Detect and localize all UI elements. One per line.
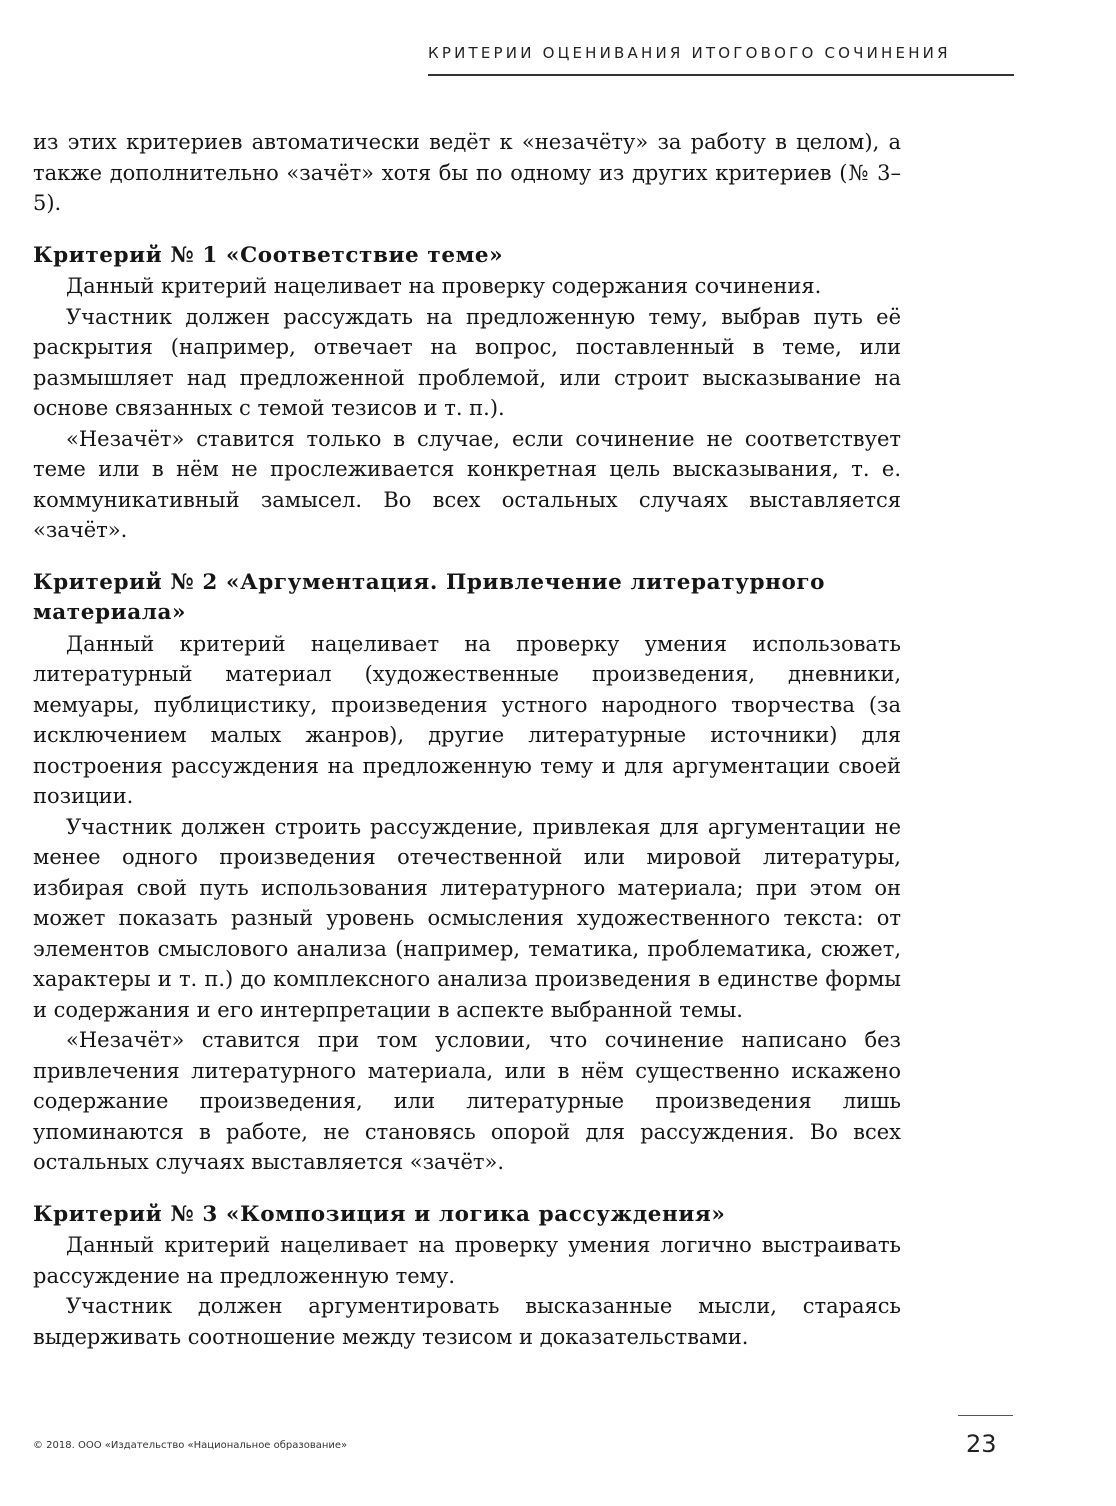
- copyright-notice: © 2018. ООО «Издательство «Национальное образование»: [33, 1440, 348, 1451]
- running-header: КРИТЕРИИ ОЦЕНИВАНИЯ ИТОГОВОГО СОЧИНЕНИЯ: [428, 44, 951, 62]
- criterion-3-paragraph: Данный критерий нацеливает на проверку умения логично выстраивать рассуждение на предложенную тему.: [33, 1233, 901, 1288]
- criterion-2-paragraph: Данный критерий нацеливает на проверку умения использовать литературный материал (художественные произведения, дневники, мемуары, публицистику, произведения устного народного творчества (за исключением малых жанров), другие литературные источники) для построения рассуждения на предложенную тему и для аргументации своей позиции.: [33, 631, 901, 808]
- footer-divider: [958, 1415, 1013, 1416]
- intro-paragraph: из этих критериев автоматически ведёт к «незачёту» за работу в целом), а также дополнительно «зачёт» хотя бы по одному из других критериев (№ 3–5).: [33, 130, 901, 215]
- header-divider: [428, 74, 1014, 76]
- criterion-2-heading: Критерий № 2 «Аргументация. Привлечение литературного материала»: [33, 569, 826, 625]
- criterion-3-paragraph: Участник должен аргументировать высказанные мысли, стараясь выдерживать соотношение между тезисом и доказательствами.: [33, 1294, 901, 1349]
- criterion-1-paragraph: «Незачёт» ставится только в случае, если сочинение не соответствует теме или в нём не прослеживается конкретная цель высказывания, т. е. коммуникативный замысел. Во всех остальных случаях выставляется «зачёт».: [33, 426, 901, 542]
- criterion-1-paragraph: Данный критерий нацеливает на проверку содержания сочинения.: [66, 274, 822, 298]
- page-body: [33, 127, 901, 1352]
- criterion-1-paragraph: Участник должен рассуждать на предложенную тему, выбрав путь её раскрытия (например, отвечает на вопрос, поставленный в теме, или размышляет над предложенной проблемой, или строит высказывание на основе связанных с темой тезисов и т. п.).: [33, 304, 901, 420]
- criterion-1-heading: Критерий № 1 «Соответствие теме»: [33, 242, 504, 268]
- page-number: 23: [966, 1430, 997, 1458]
- criterion-2-paragraph: Участник должен строить рассуждение, привлекая для аргументации не менее одного произведения отечественной или мировой литературы, избирая свой путь использования литературного материала; при этом он может показать разный уровень осмысления художественного текста: от элементов смыслового анализа (например, тематика, проблематика, сюжет, характеры и т. п.) до комплексного анализа произведения в единстве формы и содержания и его интерпретации в аспекте выбранной темы.: [33, 814, 901, 1022]
- criterion-3-heading: Критерий № 3 «Композиция и логика рассуждения»: [33, 1201, 726, 1227]
- criterion-2-paragraph: «Незачёт» ставится при том условии, что сочинение написано без привлечения литературного материала, или в нём существенно искажено содержание произведения, или литературные произведения лишь упоминаются в работе, не становясь опорой для рассуждения. Во всех остальных случаях выставляется «зачёт».: [33, 1028, 901, 1174]
